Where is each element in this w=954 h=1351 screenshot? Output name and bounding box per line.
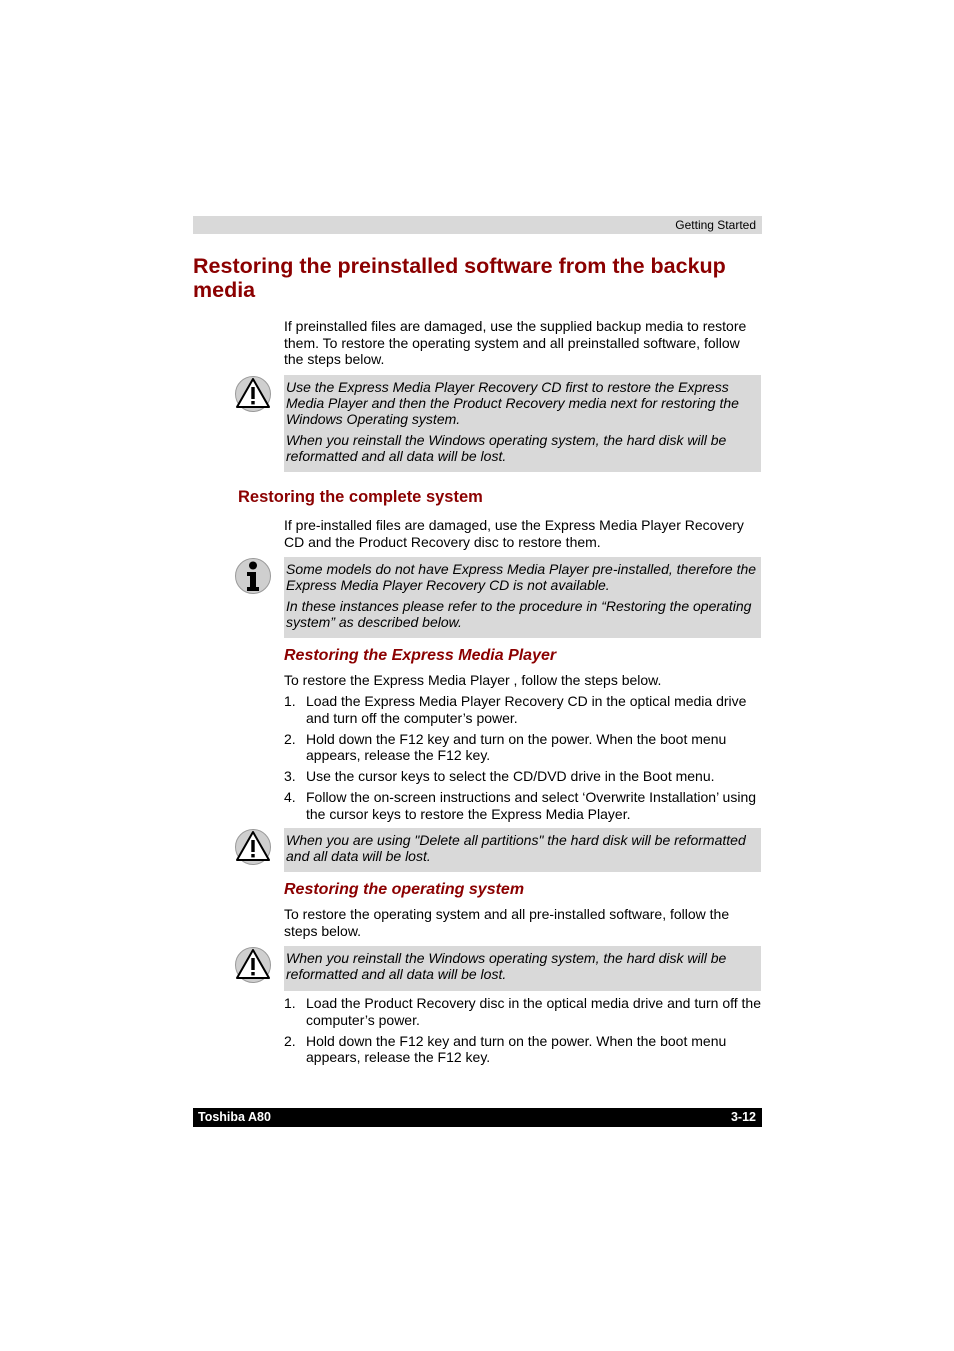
section-heading-complete-system: Restoring the complete system [238,488,483,506]
page-title: Restoring the preinstalled software from the backup media [193,254,726,302]
caution-icon [234,946,272,984]
complete-system-paragraph: If pre-installed files are damaged, use the Express Media Player Recovery CD and the Product Recovery disc to restore them. [284,517,744,550]
info-icon [234,557,272,595]
express-media-player-intro: To restore the Express Media Player , follow the steps below. [284,672,662,688]
step-text: Use the cursor keys to select the CD/DVD drive in the Boot menu. [306,768,715,784]
list-item [284,768,762,785]
step-text: Follow the on-screen instructions and select ‘Overwrite Installation’ using the cursor keys to restore the Express Media Player. [306,789,757,822]
info-note-text: In these instances please refer to the procedure in “Restoring the operating system” as described below. [286,597,752,631]
operating-system-steps [284,995,762,1070]
info-note [284,557,761,638]
step-number: 2. [284,1032,296,1049]
step-number: 2. [284,730,296,747]
list-item [284,995,762,1028]
caution-note-text: When you reinstall the Windows operating system, the hard disk will be reformatted and all data will be lost. [286,432,727,465]
list-item [284,1033,762,1066]
caution-icon [234,828,272,866]
caution-note-text: Use the Express Media Player Recovery CD first to restore the Express Media Player and then the Product Recovery media next for restoring the Windows Operating system. [286,379,739,428]
page-footer [193,1108,762,1127]
step-text: Hold down the F12 key and turn on the power. When the boot menu appears, release the F12 key. [306,730,727,763]
step-text: Hold down the F12 key and turn on the power. When the boot menu appears, release the F12 key. [306,1032,727,1065]
step-text: Load the Product Recovery disc in the optical media drive and turn off the computer’s power. [306,995,762,1028]
footer-model: Toshiba A80 [198,1110,271,1124]
step-number: 3. [284,768,296,784]
step-number: 4. [284,789,296,805]
list-item [284,693,762,726]
caution-note-3 [284,946,761,991]
caution-note-1 [284,375,761,472]
list-item [284,731,762,764]
subsection-heading-express-media-player: Restoring the Express Media Player [284,647,557,664]
section-title: Getting Started [675,218,756,232]
caution-note-text: When you are using "Delete all partitions" the hard disk will be reformatted and all data will be lost. [286,832,746,865]
step-number: 1. [284,693,296,709]
intro-paragraph: If preinstalled files are damaged, use the supplied backup media to restore them. To restore the operating system and all preinstalled software, follow the steps below. [284,318,747,367]
page-number: 3-12 [730,1110,756,1124]
caution-icon [234,375,272,413]
subsection-heading-operating-system: Restoring the operating system [284,881,525,898]
list-item [284,789,762,822]
info-note-text: Some models do not have Express Media Player pre-installed, therefore the Express Media Player Recovery CD is not available. [286,561,757,594]
step-text: Load the Express Media Player Recovery CD in the optical media drive and turn off the computer’s power. [306,693,747,726]
caution-note-2 [284,828,761,872]
running-header [193,216,762,234]
operating-system-intro: To restore the operating system and all pre-installed software, follow the steps below. [284,906,730,939]
caution-note-text: When you reinstall the Windows operating system, the hard disk will be reformatted and all data will be lost. [286,950,727,983]
express-media-player-steps [284,693,762,827]
step-number: 1. [284,995,296,1011]
